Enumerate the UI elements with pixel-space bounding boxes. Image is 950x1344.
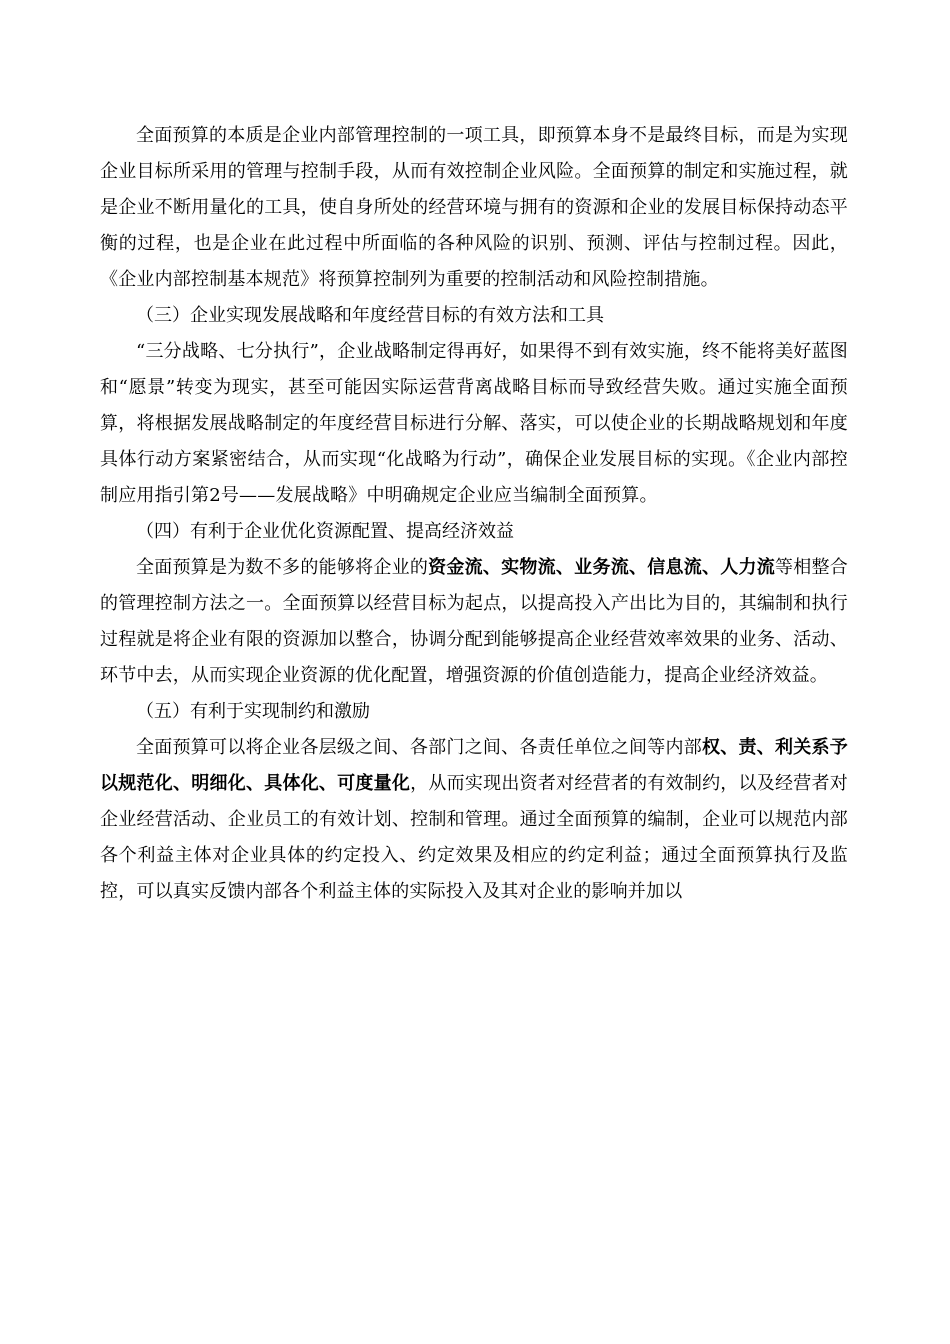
paragraph-text: 等相整合的管理控制方法之一。全面预算以经营目标为起点，以提高投入产出比为目的，其编制和执行过程就是将企业有限的资源加以整合，协调分配到能够提高企业经营效率效果的业务、活动、环节中去，从而实现企业资源的优化配置，增强资源的价值创造能力，提高企业经济效益。 [100, 557, 848, 686]
paragraph-constraint-incentive [100, 730, 848, 910]
paragraph-text: ，从而实现出资者对经营者的有效制约，以及经营者对企业经营活动、企业员工的有效计划、控制和管理。通过全面预算的编制，企业可以规范内部各个利益主体对企业具体的约定投入、约定效果及相应的约定利益；通过全面预算执行及监控，可以真实反馈内部各个利益主体的实际投入及其对企业的影响并加以 [100, 773, 848, 902]
heading-section-5: （五）有利于实现制约和激励 [136, 701, 370, 722]
paragraph-resource-allocation [100, 550, 848, 694]
heading-section-4: （四）有利于企业优化资源配置、提高经济效益 [136, 521, 514, 542]
heading-section-3: （三）企业实现发展战略和年度经营目标的有效方法和工具 [136, 305, 604, 326]
paragraph-strategy-execution: “三分战略、七分执行”，企业战略制定得再好，如果得不到有效实施，终不能将美好蓝图和“愿景”转变为现实，甚至可能因实际运营背离战略目标而导致经营失败。通过实施全面预算，将根据发展战略制定的年度经营目标进行分解、落实，可以使企业的长期战略规划和年度具体行动方案紧密结合，从而实现“化战略为行动”，确保企业发展目标的实现。《企业内部控制应用指引第2号——发展战略》中明确规定企业应当编制全面预算。 [100, 341, 848, 506]
paragraph-text: 全面预算是为数不多的能够将企业的 [136, 557, 429, 578]
bold-emphasis: 权、责、利关系予以规范化、明细化、具体化、可度量化 [100, 737, 848, 794]
document-body [100, 118, 848, 910]
bold-emphasis: 资金流、实物流、业务流、信息流、人力流 [428, 557, 776, 578]
paragraph-budget-essence: 全面预算的本质是企业内部管理控制的一项工具，即预算本身不是最终目标，而是为实现企业目标所采用的管理与控制手段，从而有效控制企业风险。全面预算的制定和实施过程，就是企业不断用量化的工具，使自身所处的经营环境与拥有的资源和企业的发展目标保持动态平衡的过程，也是企业在此过程中所面临的各种风险的识别、预测、评估与控制过程。因此，《企业内部控制基本规范》将预算控制列为重要的控制活动和风险控制措施。 [100, 125, 848, 290]
paragraph-text: 全面预算可以将企业各层级之间、各部门之间、各责任单位之间等内部 [136, 737, 702, 758]
